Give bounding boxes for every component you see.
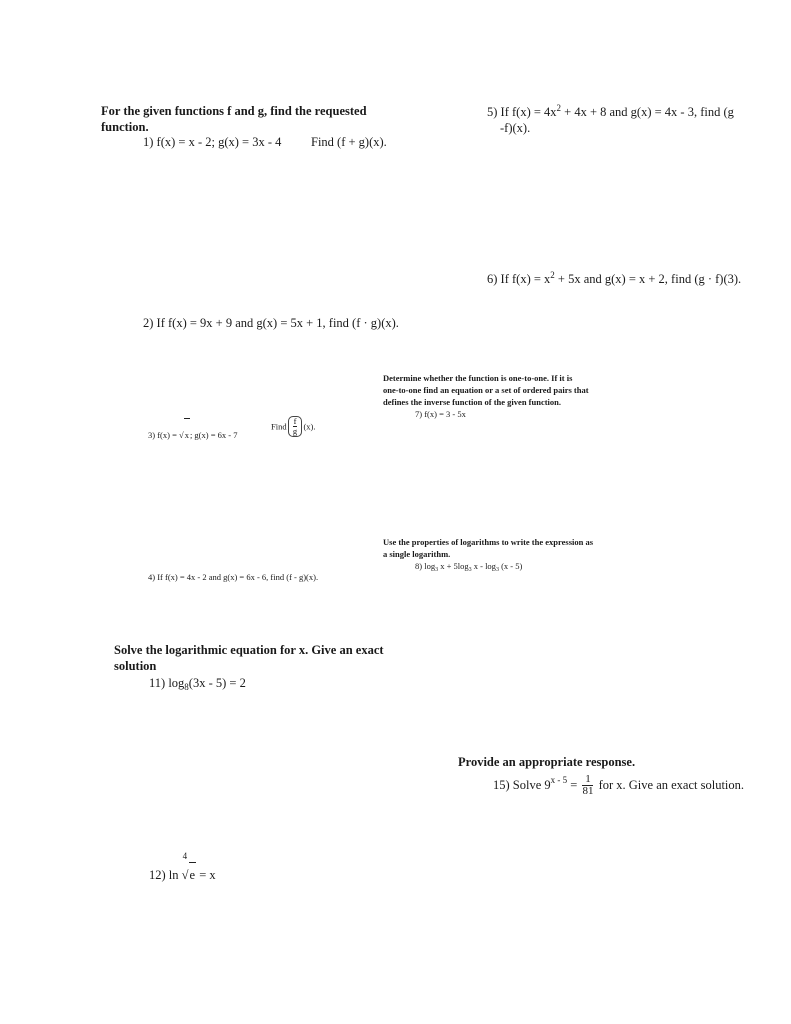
problem-8-part-a: 8) log bbox=[415, 561, 436, 571]
heading-line-1: Use the properties of logarithms to write the expression as bbox=[383, 537, 594, 547]
fraction-numerator: 1 bbox=[582, 774, 593, 786]
problem-12-part-b: = x bbox=[196, 868, 216, 882]
problem-8-part-c: x + 5log bbox=[438, 561, 469, 571]
problem-8-part-d: x - log bbox=[471, 561, 496, 571]
problem-8-part-e: (x - 5) bbox=[498, 561, 523, 571]
problem-6-text-a: 6) If f(x) = x bbox=[487, 272, 551, 286]
fraction-one-over-81 bbox=[582, 774, 593, 797]
problem-2: 2) If f(x) = 9x + 9 and g(x) = 5x + 1, find (f · g)(x). bbox=[143, 316, 399, 330]
log-base-1: 3 bbox=[435, 567, 439, 573]
section-heading-log-equation bbox=[114, 642, 384, 674]
fraction-f-over-g bbox=[293, 417, 298, 436]
problem-1-number: 1) bbox=[143, 135, 154, 149]
problem-3-radicand: x bbox=[184, 418, 190, 451]
problem-5-text-b: + 4x + 8 and g(x) = 4x - 3, find (g bbox=[561, 105, 734, 119]
problem-12 bbox=[149, 851, 216, 887]
problem-3 bbox=[148, 418, 237, 451]
problem-6-text-b: + 5x and g(x) = x + 2, find (g · f)(3). bbox=[554, 272, 742, 286]
problem-12-part-a: 12) ln bbox=[149, 868, 182, 882]
problem-5-line-1 bbox=[487, 104, 734, 120]
fraction-denominator: 81 bbox=[582, 784, 594, 797]
problem-5-line-2: -f)(x). bbox=[500, 121, 531, 135]
problem-11-part-b: (3x - 5) = 2 bbox=[188, 676, 246, 690]
root-index: 4 bbox=[182, 851, 188, 861]
heading-line-2: a single logarithm. bbox=[383, 549, 451, 559]
log-base-2: 3 bbox=[468, 567, 472, 573]
log-base-3: 3 bbox=[495, 567, 499, 573]
fraction-parentheses bbox=[288, 416, 303, 437]
heading-line-1: Solve the logarithmic equation for x. Give an exact bbox=[114, 643, 384, 657]
problem-5-exponent: 2 bbox=[556, 103, 562, 113]
problem-11 bbox=[149, 675, 246, 691]
problem-15-part-a: 15) Solve bbox=[493, 778, 545, 793]
sqrt-icon: √ bbox=[179, 430, 184, 440]
section-heading-functions bbox=[101, 103, 367, 135]
problem-3-number: 3) bbox=[148, 430, 156, 440]
heading-line-2: function. bbox=[101, 120, 149, 134]
problem-15 bbox=[493, 772, 744, 797]
radicand: e bbox=[189, 862, 197, 887]
problem-4: 4) If f(x) = 4x - 2 and g(x) = 6x - 6, find (f - g)(x). bbox=[148, 572, 319, 582]
heading-line-1: Determine whether the function is one-to-one. If it is bbox=[383, 373, 573, 383]
log-base: 8 bbox=[184, 682, 189, 692]
heading-line-2: one-to-one find an equation or a set of ordered pairs that bbox=[383, 385, 589, 395]
nth-root bbox=[181, 851, 196, 887]
problem-5-text-a: 5) If f(x) = 4x bbox=[487, 105, 557, 119]
problem-8 bbox=[415, 560, 522, 572]
fraction-denominator: g bbox=[292, 426, 298, 436]
problem-15-part-b: for x. Give an exact solution. bbox=[595, 778, 745, 793]
section-heading-appropriate-response: Provide an appropriate response. bbox=[458, 755, 636, 769]
problem-3-find bbox=[271, 416, 315, 437]
heading-line-3: defines the inverse function of the given function. bbox=[383, 397, 562, 407]
problem-7: 7) f(x) = 3 - 5x bbox=[415, 409, 466, 419]
heading-line-2: solution bbox=[114, 659, 157, 673]
sqrt-icon: √ bbox=[181, 868, 189, 882]
problem-1 bbox=[143, 134, 281, 150]
section-heading-logarithms bbox=[383, 536, 593, 560]
problem-3-find-label: Find bbox=[271, 421, 287, 432]
problem-11-part-a: 11) log bbox=[149, 676, 185, 690]
problem-6-exponent: 2 bbox=[550, 270, 555, 280]
heading-line-1: For the given functions f and g, find the requested bbox=[101, 104, 367, 118]
problem-3-f-label: f(x) = bbox=[157, 430, 180, 440]
equals-sign: = bbox=[567, 778, 581, 793]
power-exponent: x - 5 bbox=[550, 775, 568, 785]
problem-6 bbox=[487, 271, 741, 287]
problem-5 bbox=[487, 104, 734, 136]
problem-3-tail: (x). bbox=[303, 421, 316, 432]
problem-1-find: Find (f + g)(x). bbox=[311, 135, 387, 149]
problem-3-g-text: ; g(x) = 6x - 7 bbox=[189, 430, 238, 440]
fraction-numerator: f bbox=[293, 416, 297, 426]
problem-1-text: f(x) = x - 2; g(x) = 3x - 4 bbox=[156, 135, 282, 149]
section-heading-one-to-one bbox=[383, 372, 589, 408]
power-base: 9 bbox=[544, 778, 551, 793]
